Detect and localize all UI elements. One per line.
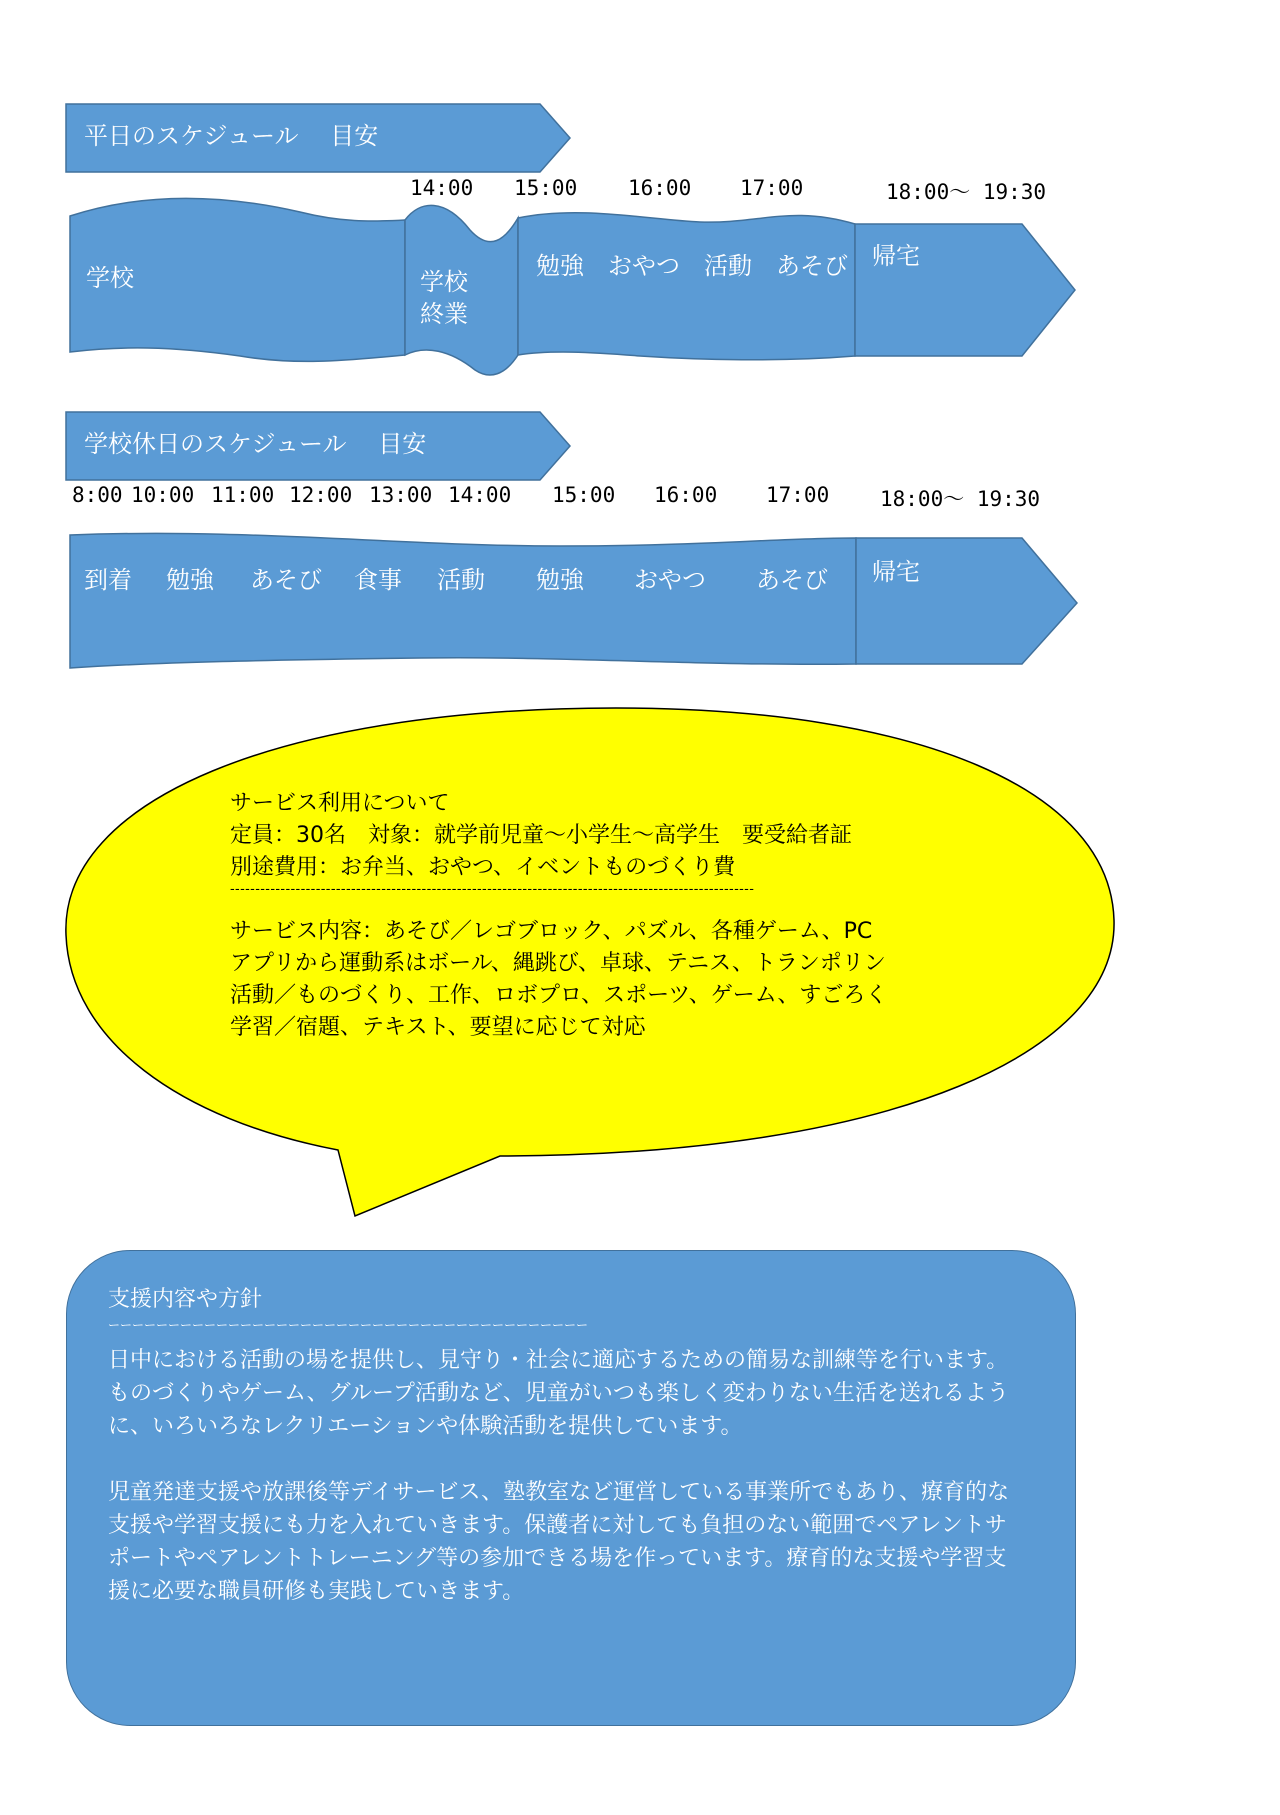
holiday-home-label: 帰宅 bbox=[872, 558, 920, 586]
holiday-activity-play-1: あそび bbox=[250, 566, 322, 594]
holiday-time-1300: 13:00 bbox=[369, 483, 433, 507]
policy-title: 支援内容や方針 bbox=[108, 1287, 263, 1312]
service-content-line-1: サービス内容：あそび／レゴブロック、パズル、各種ゲーム、PC bbox=[230, 919, 873, 944]
service-content-line-3: 活動／ものづくり、工作、ロボプロ、スポーツ、ゲーム、すごろく bbox=[230, 983, 888, 1008]
holiday-activity-play-2: あそび bbox=[756, 566, 828, 594]
weekday-title: 平日のスケジュール 目安 bbox=[84, 122, 379, 150]
policy-paragraph-gap bbox=[108, 1443, 1028, 1476]
holiday-activity-study-2: 勉強 bbox=[536, 566, 584, 594]
holiday-time-1500: 15:00 bbox=[552, 483, 616, 507]
holiday-activity-snack: おやつ bbox=[634, 566, 706, 594]
service-capacity: 定員：30名 対象：就学前児童～小学生～高学生 要受給者証 bbox=[230, 823, 852, 848]
holiday-time-0800: 8:00 bbox=[72, 483, 123, 507]
policy-paragraph-2: 児童発達支援や放課後等デイサービス、塾教室など運営している事業所でもあり、療育的な支援や学習支援にも力を入れていきます。保護者に対しても負担のない範囲でペアレントサポートやペアレントトレーニング等の参加できる場を作っています。療育的な支援や学習支援に必要な職員研修も実践していきます。 bbox=[108, 1480, 1010, 1604]
weekday-time-1500: 15:00 bbox=[514, 176, 578, 200]
weekday-time-1800-1930: 18:00～ 19:30 bbox=[886, 180, 1047, 204]
policy-body bbox=[108, 1344, 1028, 1608]
holiday-time-1400: 14:00 bbox=[448, 483, 512, 507]
weekday-time-1700: 17:00 bbox=[740, 176, 804, 200]
weekday-school-label: 学校 bbox=[86, 264, 134, 292]
holiday-time-1800-1930: 18:00～ 19:30 bbox=[880, 487, 1041, 511]
service-content-line-2: アプリから運動系はボール、縄跳び、卓球、テニス、トランポリン bbox=[230, 951, 886, 976]
holiday-time-1700: 17:00 bbox=[766, 483, 830, 507]
weekday-home-label: 帰宅 bbox=[872, 242, 920, 270]
weekday-time-1400: 14:00 bbox=[410, 176, 474, 200]
holiday-title: 学校休日のスケジュール 目安 bbox=[84, 430, 427, 458]
service-heading: サービス利用について bbox=[230, 791, 450, 816]
service-fees: 別途費用：お弁当、おやつ、イベントものづくり費 bbox=[230, 855, 736, 880]
holiday-time-1600: 16:00 bbox=[654, 483, 718, 507]
holiday-activity-arrival: 到着 bbox=[84, 566, 132, 594]
weekday-activities-label: 勉強 おやつ 活動 あそび bbox=[536, 252, 848, 280]
policy-paragraph-1: 日中における活動の場を提供し、見守り・社会に適応するための簡易な訓練等を行います。ものづくりやゲーム、グループ活動など、児童がいつも楽しく変わりない生活を送れるように、いろいろなレクリエーションや体験活動を提供しています。 bbox=[108, 1348, 1009, 1439]
policy-divider: ーーーーーーーーーーーーーーーーーーーーーーーーーーーーーーーーーーーーーーーー bbox=[108, 1318, 589, 1332]
holiday-time-1000: 10:00 bbox=[131, 483, 195, 507]
service-content-line-4: 学習／宿題、テキスト、要望に応じて対応 bbox=[230, 1015, 646, 1040]
holiday-activity-study-1: 勉強 bbox=[166, 566, 214, 594]
service-divider: -------------------------------------------------------------------------------------------------------- bbox=[230, 882, 755, 897]
holiday-time-1200: 12:00 bbox=[289, 483, 353, 507]
weekday-time-1600: 16:00 bbox=[628, 176, 692, 200]
holiday-activity-activity: 活動 bbox=[437, 566, 485, 594]
holiday-activity-meal: 食事 bbox=[354, 566, 402, 594]
holiday-time-1100: 11:00 bbox=[211, 483, 275, 507]
weekday-school-end-label-2: 終業 bbox=[420, 300, 468, 328]
weekday-school-end-label-1: 学校 bbox=[420, 268, 468, 296]
